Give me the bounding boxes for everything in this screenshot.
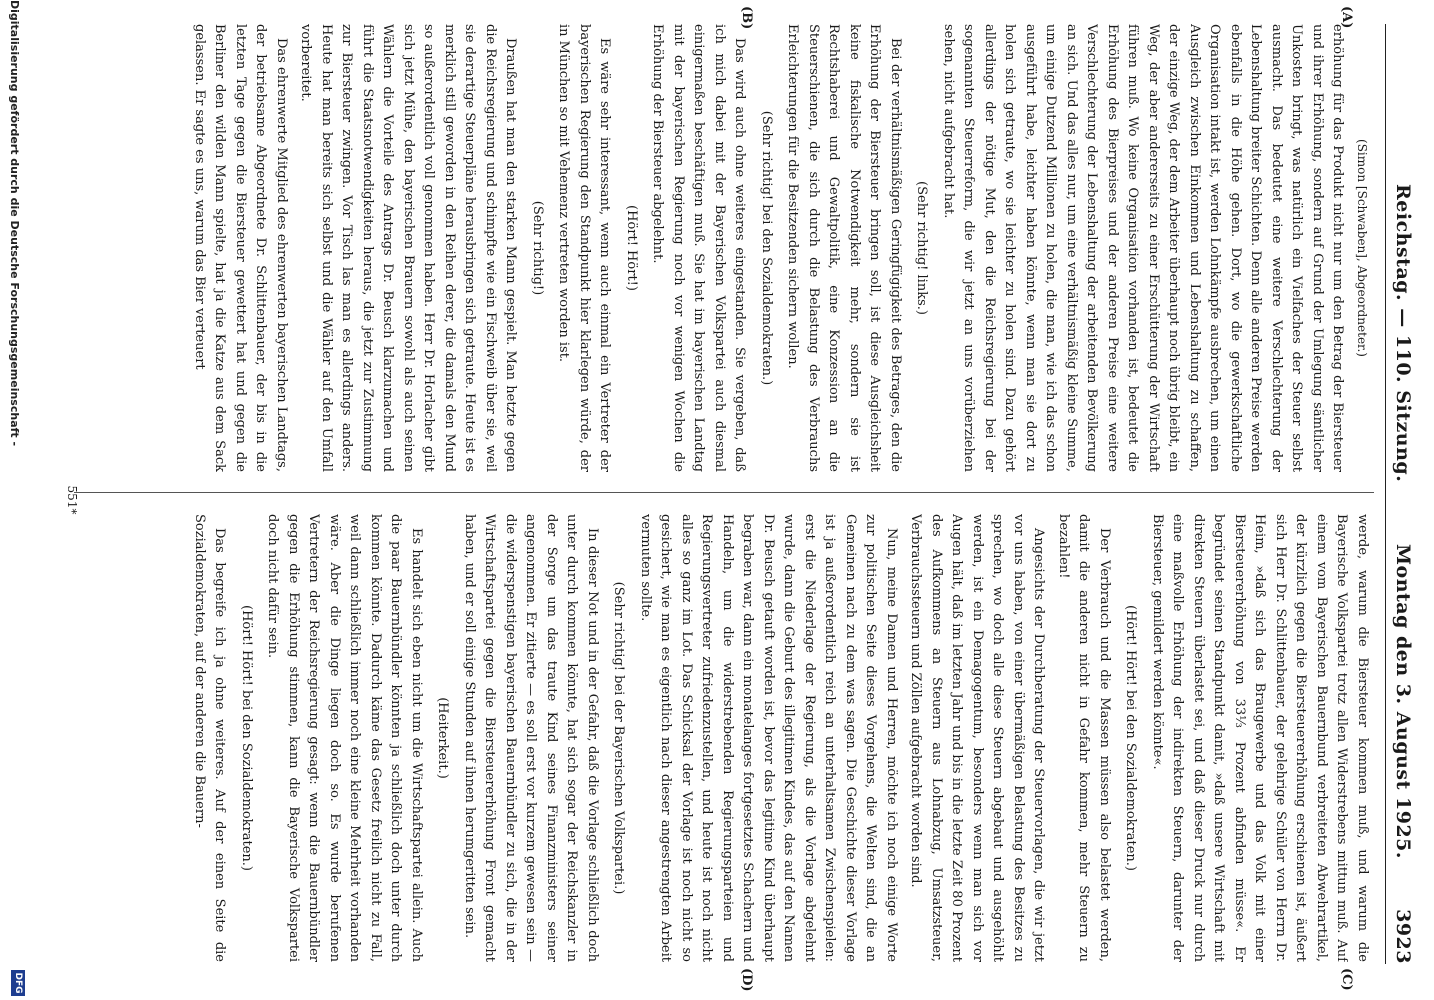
page-reference: 551* <box>65 485 79 515</box>
paragraph: Das ehrenwerte Mitglied des ehrenwerten bayerischen Landtags, der betriebsame Abgeordnete Dr. Schlittenbauer, der bis in die letzten Tage gegen die Biersteuer gewettert hat und gegen die Berliner den wilden Mann spielte, hat ja die Katze aus dem Sack gelassen. Er sagte es uns, warum das Bier verteuert <box>192 24 289 472</box>
interjection: (Sehr richtig!) <box>530 200 545 296</box>
interjection: (Heiterkeit.) <box>435 697 451 779</box>
column-divider <box>74 492 1374 493</box>
speaker-line: (Simon [Schwaben], Abgeordneter.) <box>1355 139 1369 357</box>
dfg-logo: DFG <box>11 970 25 996</box>
paragraph: Es handelt sich eben nicht um die Wirtschaftspartei allein. Auch die paar Bauernbündler könnten ja schließlich doch unter durch kommen könnte. Dadurch käme das Gesetz freilich nicht zu Fall, weil dann schließlich immer noch eine kleine Mehrheit vorhanden wäre. Aber die Dinge liegen doch so. Es wurde berufenen Vertretern der Reichsregierung gesagt: wenn die Bauernbündler gegen die Erhöhung stimmen, kann die Bayerische Volkspartei doch nicht dafür sein. <box>265 514 424 962</box>
paragraph: Es wäre sehr interessant, wenn auch einmal ein Vertreter der bayerischen Regierung den Standpunkt hier klarlegen würde, der in München so mit Vehemenz vertreten worden ist. <box>556 24 613 472</box>
header-page-number: 3923 <box>1392 909 1414 964</box>
margin-mark-d: (D) <box>739 968 754 992</box>
interjection: (Sehr richtig! links.) <box>914 181 930 315</box>
paragraph: Das wird auch ohne weiteres eingestanden. Sie vergeben, daß ich mich dabei mit der Bayerischen Volkspartei auch diesmal einigermaßen beschäftigen muß. Sie hat im bayerischen Landtag mit der bayerischen Regierung noch vor wenigen Wochen die Erhöhung der Biersteuer abgelehnt. <box>650 24 748 472</box>
header-date: Montag den 3. August 1925. <box>1392 544 1414 859</box>
interjection: (Sehr richtig! bei der Bayerischen Volkspartei.) <box>611 581 627 895</box>
credit-text: Digitalisierung gefördert durch die Deutsche Forschungsgemeinschaft - <box>8 0 21 447</box>
paragraph: Nun, meine Damen und Herren, möchte ich noch einige Worte zur politischen Seite dieses Vorgehens, die Welten sind, die an Gemeinen nach zu dem was sagen. Die Geschichte dieser Vorlage ist ja außerordentlich reich an unterhaltsamen Zwischenspielen: erst die Niederlage der Regierung, als die Vorlage abgelehnt wurde, dann die Geburt des illegitimen Kindes, das auf den Namen Dr. Beusch getauft worden ist, bevor das legitime Kind überhaupt begraben war, dann ein monatelanges fortgesetztes Schachern und Handeln, um die widerstrebenden Regierungsparteien und Regierungsvertreter zufriedenzustellen, und heute ist noch nicht alles so ganz im Lot. Das Schicksal der Vorlage ist noch nicht so gesichert, wie man es eigentlich nach dieser angestrengten Arbeit vermuten sollte. <box>638 514 899 962</box>
paragraph: Bei der verhältnismäßigen Geringfügigkeit des Betrages, den die Erhöhung der Biersteuer bringen soll, ist diese Ausgleichsheit keine fiskalische Notwendigkeit mehr, sondern sie ist Rechtshaberei und Gewaltpolitik, eine Konzession an die Steuerschienen, die sich durch die Belastung des Verbrauchs Erleichterungen für die Besitzenden sichern wollen. <box>785 24 903 472</box>
paragraph: erhöhung für das Produkt nicht nur um den Betrag der Biersteuer und ihrer Erhöhung, sondern auf Grund der Umlegung sämtlicher Unkosten bringt, was natürlich ein Vielfaches der Steuer selbst ausmacht. Das bedeutet eine weitere Verschlechterung der Lebenshaltung breiter Schichten. Denn alle anderen Preise werden ebenfalls in die Höhe gehen. Dort, wo die gewerkschaftliche Organisation intakt ist, werden Lohnkämpfe ausbrechen, um einen Ausgleich zwischen Einkommen und Lebenshaltung zu schaffen, der einzige Weg, der dem Arbeiter überhaupt noch übrig bleibt, ein Weg, der aber andererseits zu einer Erschütterung der Wirtschaft führen muß. Wo keine Organisation vorhanden ist, bedeutet die Erhöhung des Bierpreises und der anderen Preise eine weitere Verschlechterung der Lebenshaltung der arbeitenden Bevölkerung an sich. Und das alles nur, um eine verhältnismäßig kleine Summe, um einige Dutzend Millionen zu holen, die man, wie ich das schon ausgeführt habe, leichter haben könnte, wenn man sie dort zu holen sich getraute, wo sie leichter zu holen sind. Dazu gehört allerdings der nötige Mut, den die Reichsregierung bei der sogenannten Steuerreform, die wir jetzt an uns vorüberziehen sehen, nicht aufgebracht hat. <box>941 24 1346 472</box>
paragraph: In dieser Not und in der Gefahr, daß die Vorlage schließlich doch unter durch kommen könnte, hat sich sogar der Reichskanzler in der Sorge um das traute Kind seines Finanzministers seiner angenommen. Er zitierte — es soll erst vor kurzem gewesen sein — die widerspenstigen bayerischen Bauernbündler zu sich, die in der Wirtschaftspartei gegen die Biersteuererhöhung Front gemacht haben, und er soll einige Stunden auf ihnen herumgeritten sein. <box>462 514 600 962</box>
interjection: (Hört! Hört! bei den Sozialdemokraten.) <box>1123 605 1139 871</box>
paragraph: Das begreife ich ja ohne weiteres. Auf der einen Seite die Sozialdemokraten, auf der anderen die Bauern- <box>192 514 228 962</box>
paragraph: Angesichts der Durchberatung der Steuervorlagen, die wir jetzt vor uns haben, von einer übermäßigen Belastung des Besitzes zu sprechen, wo doch alle diese Steuern abgebaut und ausgehöhlt werden, ist ein Demagogentum, besonders wenn man sich vor Augen hält, daß im letzten Jahr und bis in die letzte Zeit 80 Prozent des Aufkommens an Steuern aus Lohnabzug, Umsatzsteuer, Verbrauchssteuern und Zöllen aufgebracht worden sind. <box>908 514 1047 962</box>
interjection: (Hört! Hört!) <box>624 205 639 291</box>
page-header <box>1385 24 1420 964</box>
paragraph: werde, warum die Biersteuer kommen muß, und warum die Bayerische Volkspartei trotz allen Widerstrebens mittun muß. Auf einem vom Bayerischen Bauernbund verbreiteten Abwehrartikel, der kürzlich gegen die Biersteuererhöhung erschienen ist, äußert sich Herr Dr. Schlittenbauer, der gelehrige Schüler von Herrn Dr. Heim, »daß sich das Braugewerbe und das Volk mit einer Biersteuererhöhung von 33⅓ Prozent abfinden müsse«. Er begründet seinen Standpunkt damit, »daß unsere Wirtschaft mit direkten Steuern überlastet sei, und daß dieser Druck nur durch eine maßvolle Erhöhung der indirekten Steuern, darunter der Biersteuer, gemildert werden könnte«. <box>1150 514 1370 962</box>
interjection: (Sehr richtig! bei den Sozialdemokraten.) <box>759 110 774 386</box>
interjection: (Hört! Hört! bei den Sozialdemokraten.) <box>239 605 254 871</box>
margin-mark-b: (B) <box>739 6 754 30</box>
margin-mark-a: (A) <box>1339 6 1354 29</box>
paragraph: Der Verbrauch und die Massen müssen also belastet werden, damit die anderen nicht in Gefahr kommen, mehr Steuern zu bezahlen! <box>1056 514 1112 962</box>
paragraph: Draußen hat man den starken Mann gespielt. Man hetzte gegen die Reichsregierung und schimpfte wie ein Fischweib über sie, weil sie derartige Steuerpläne herausbringen sich getraute. Heute ist es merklich still geworden in den Reihen derer, die damals den Mund so außerordentlich voll genommen haben. Herr Dr. Horlacher gibt sich jetzt Mühe, den bayerischen Brauern sowohl als auch seinen Wählern die Vorteile des Antrags Dr. Beusch klarzumachen und führt die Staatsnotwendigkeiten heraus, die jetzt zur Zustimmung zur Biersteuer zwingen. Vor Tisch las man es allerdings anders. Heute hat man bereits sich selbst und die Wähler auf den Umfall vorbereitet. <box>298 24 519 472</box>
header-session: Reichstag. — 110. Sitzung. <box>1392 184 1414 483</box>
text-column-left <box>72 24 1372 472</box>
text-column-right <box>72 514 1372 962</box>
margin-mark-c: (C) <box>1339 968 1354 991</box>
